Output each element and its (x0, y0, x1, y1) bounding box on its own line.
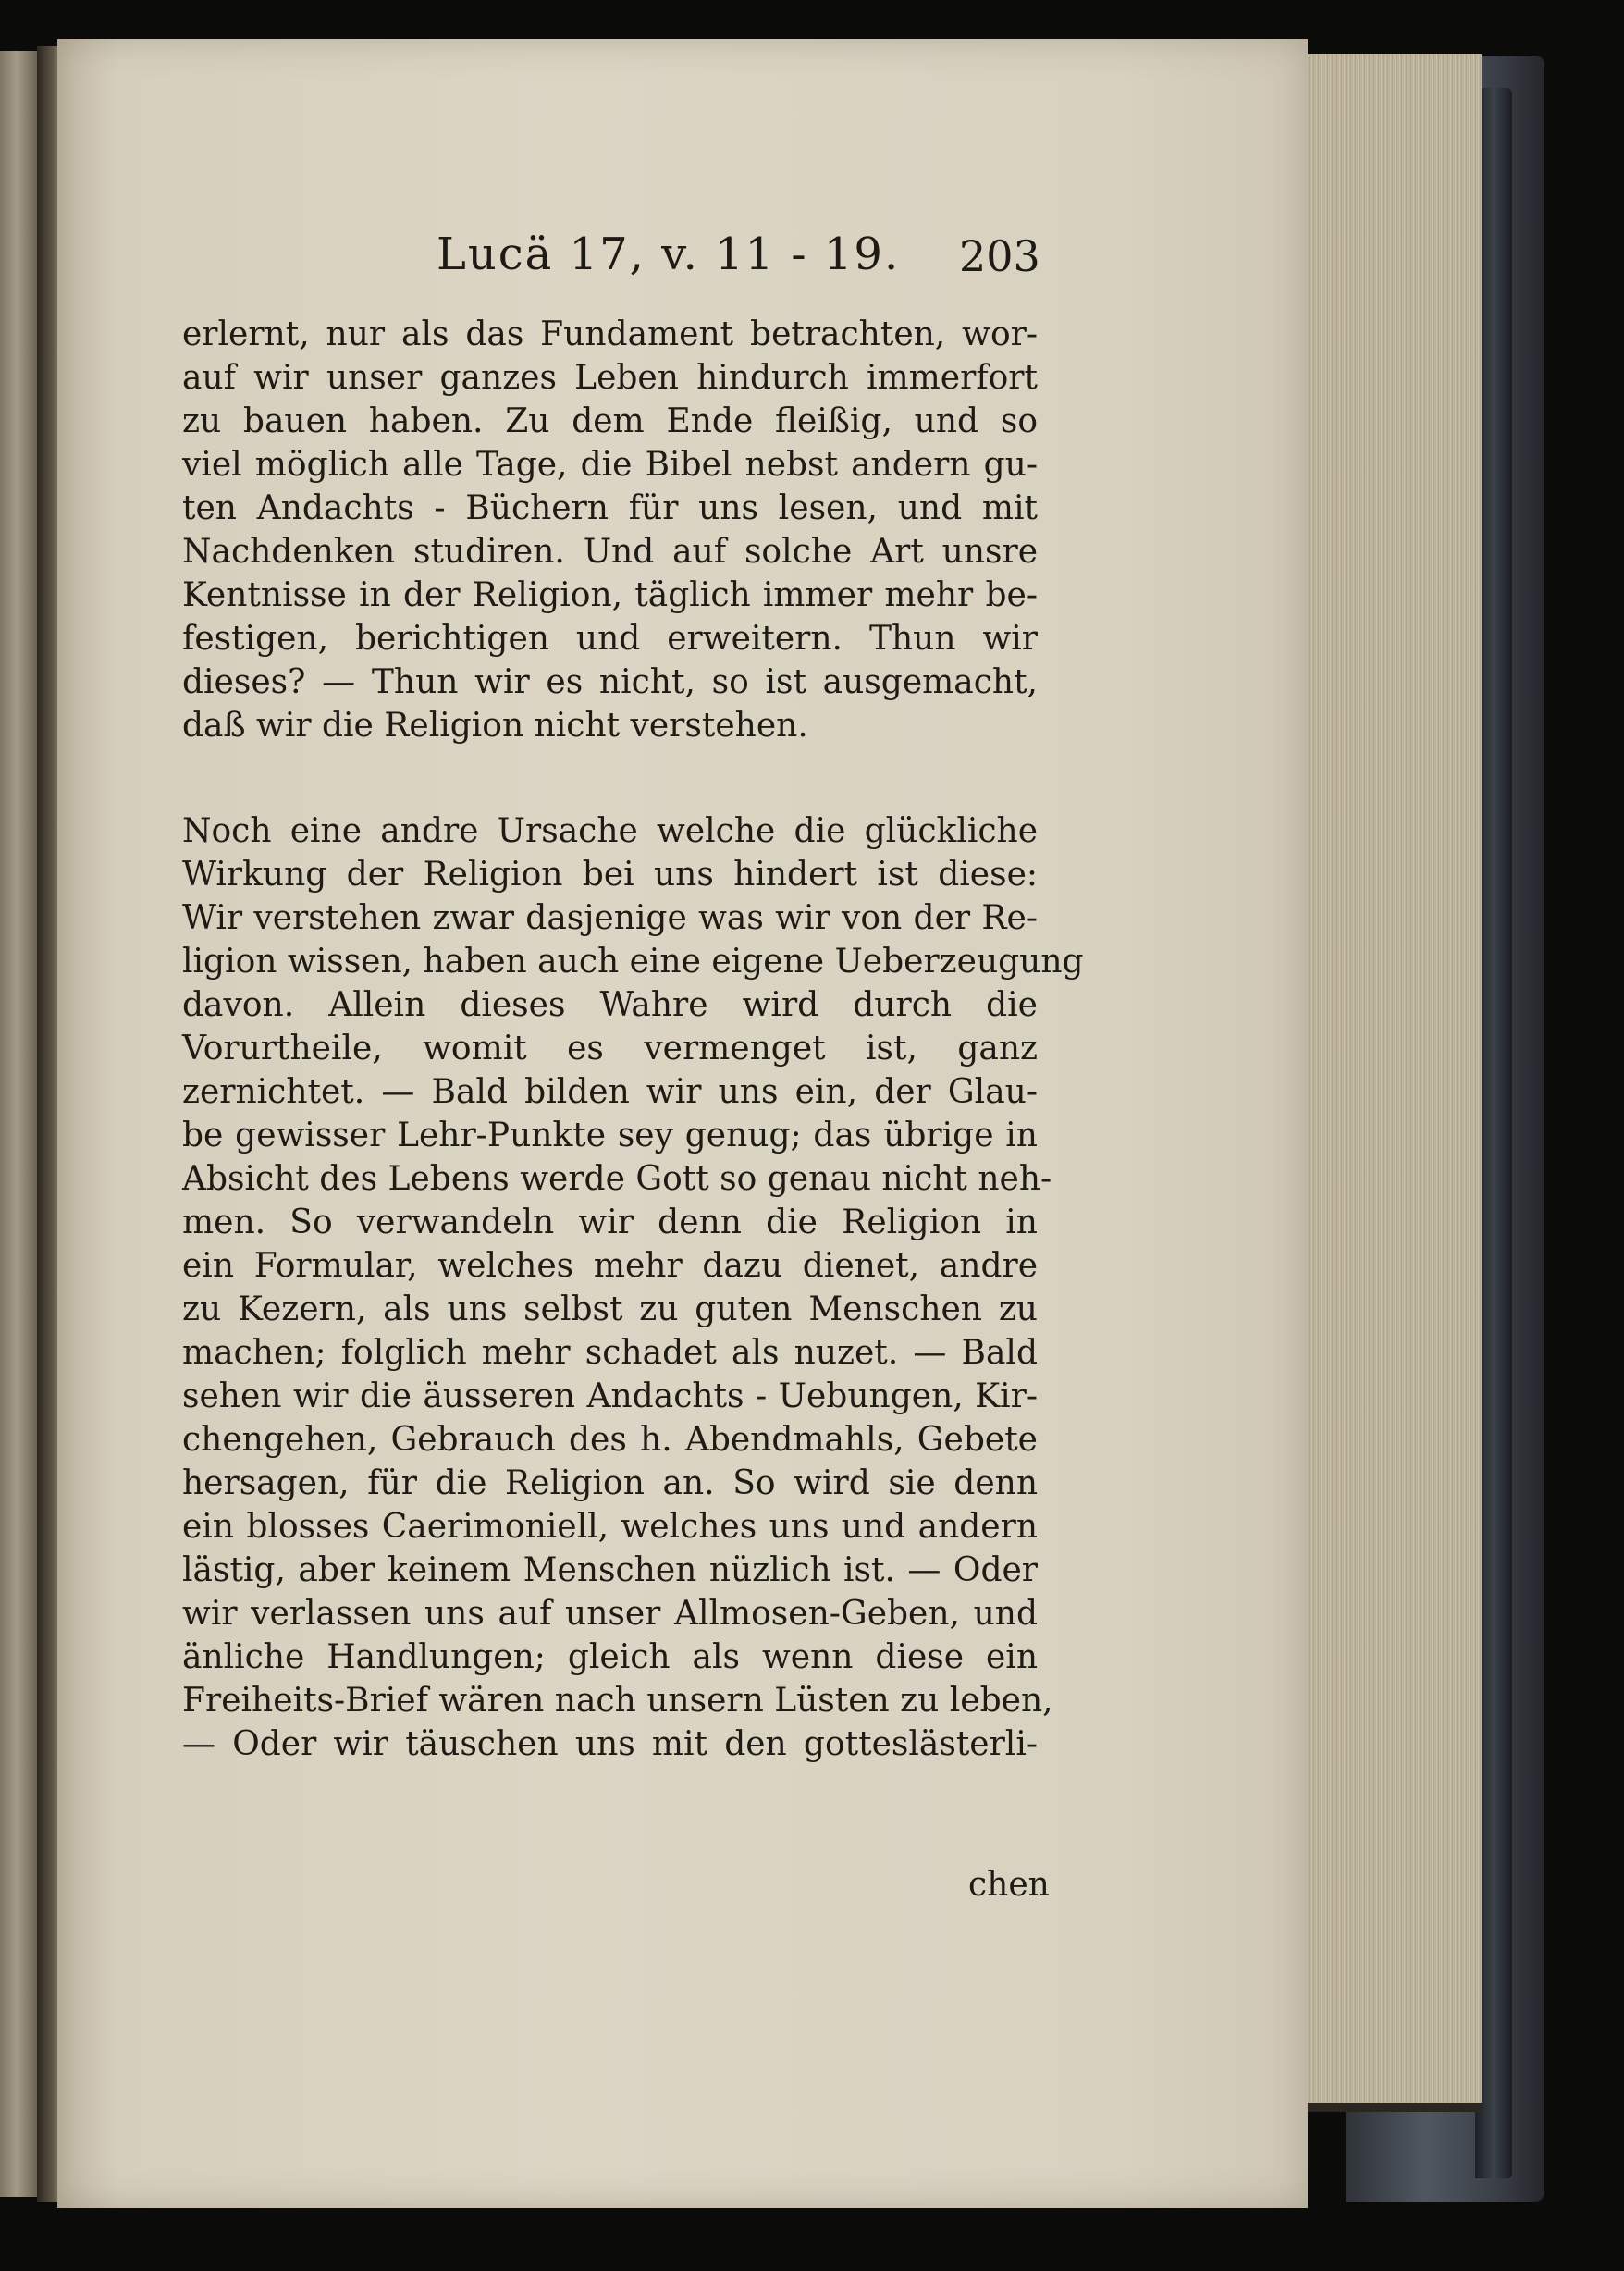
text-line: Wirkung der Religion bei uns hindert ist diese: (182, 856, 1038, 894)
text-line: ligion wissen, haben auch eine eigene Ueberzeugung (182, 943, 1084, 981)
text-line: hersagen, für die Religion an. So wird sie denn (182, 1464, 1038, 1502)
text-line: auf wir unser ganzes Leben hindurch immerfort (182, 359, 1038, 397)
text-line: dieses? — Thun wir es nicht, so ist ausgemacht, (182, 663, 1038, 701)
running-head: Lucä 17, v. 11 - 19. (437, 228, 901, 280)
text-line: änliche Handlungen; gleich als wenn diese ein (182, 1638, 1038, 1676)
text-line: Absicht des Lebens werde Gott so genau nicht neh- (182, 1160, 1052, 1198)
text-line: Nachdenken studiren. Und auf solche Art unsre (182, 533, 1038, 571)
text-line: machen; folglich mehr schadet als nuzet. — Bald (182, 1334, 1038, 1372)
text-line: ein blosses Caerimoniell, welches uns und andern (182, 1508, 1038, 1546)
book-page (57, 39, 1308, 2208)
text-line: lästig, aber keinem Menschen nüzlich ist. — Oder (182, 1551, 1038, 1589)
page-number: 203 (959, 231, 1040, 281)
text-line: daß wir die Religion nicht verstehen. (182, 707, 808, 745)
text-line: davon. Allein dieses Wahre wird durch die (182, 986, 1038, 1024)
text-line: men. So verwandeln wir denn die Religion in (182, 1203, 1038, 1241)
text-line: zu Kezern, als uns selbst zu guten Menschen zu (182, 1290, 1038, 1328)
catchword: chen (968, 1866, 1050, 1904)
text-line: sehen wir die äusseren Andachts - Uebungen, Kir- (182, 1377, 1038, 1415)
text-line: chengehen, Gebrauch des h. Abendmahls, Gebete (182, 1421, 1038, 1459)
text-line: festigen, berichtigen und erweitern. Thun wir (182, 620, 1038, 658)
text-line: Freiheits-Brief wären nach unsern Lüsten zu leben, (182, 1682, 1053, 1720)
text-line: erlernt, nur als das Fundament betrachten, wor- (182, 315, 1038, 353)
text-line: zernichtet. — Bald bilden wir uns ein, der Glau- (182, 1073, 1038, 1111)
text-line: Wir verstehen zwar dasjenige was wir von der Re- (182, 899, 1038, 937)
text-line: be gewisser Lehr-Punkte sey genug; das übrige in (182, 1117, 1038, 1154)
text-line: ein Formular, welches mehr dazu dienet, andre (182, 1247, 1038, 1285)
text-line: ten Andachts - Büchern für uns lesen, und mit (182, 489, 1038, 527)
text-line: Vorurtheile, womit es vermenget ist, ganz (182, 1030, 1038, 1068)
text-line: Noch eine andre Ursache welche die glückliche (182, 812, 1038, 850)
text-line: — Oder wir täuschen uns mit den gotteslästerli- (182, 1725, 1038, 1763)
previous-page-edge (0, 51, 39, 2197)
text-line: wir verlassen uns auf unser Allmosen-Geben, und (182, 1595, 1038, 1633)
text-line: zu bauen haben. Zu dem Ende fleißig, und so (182, 402, 1038, 440)
text-line: viel möglich alle Tage, die Bibel nebst andern gu- (182, 446, 1038, 484)
text-line: Kentnisse in der Religion, täglich immer mehr be- (182, 576, 1038, 614)
page-block-edges (1304, 54, 1482, 2112)
